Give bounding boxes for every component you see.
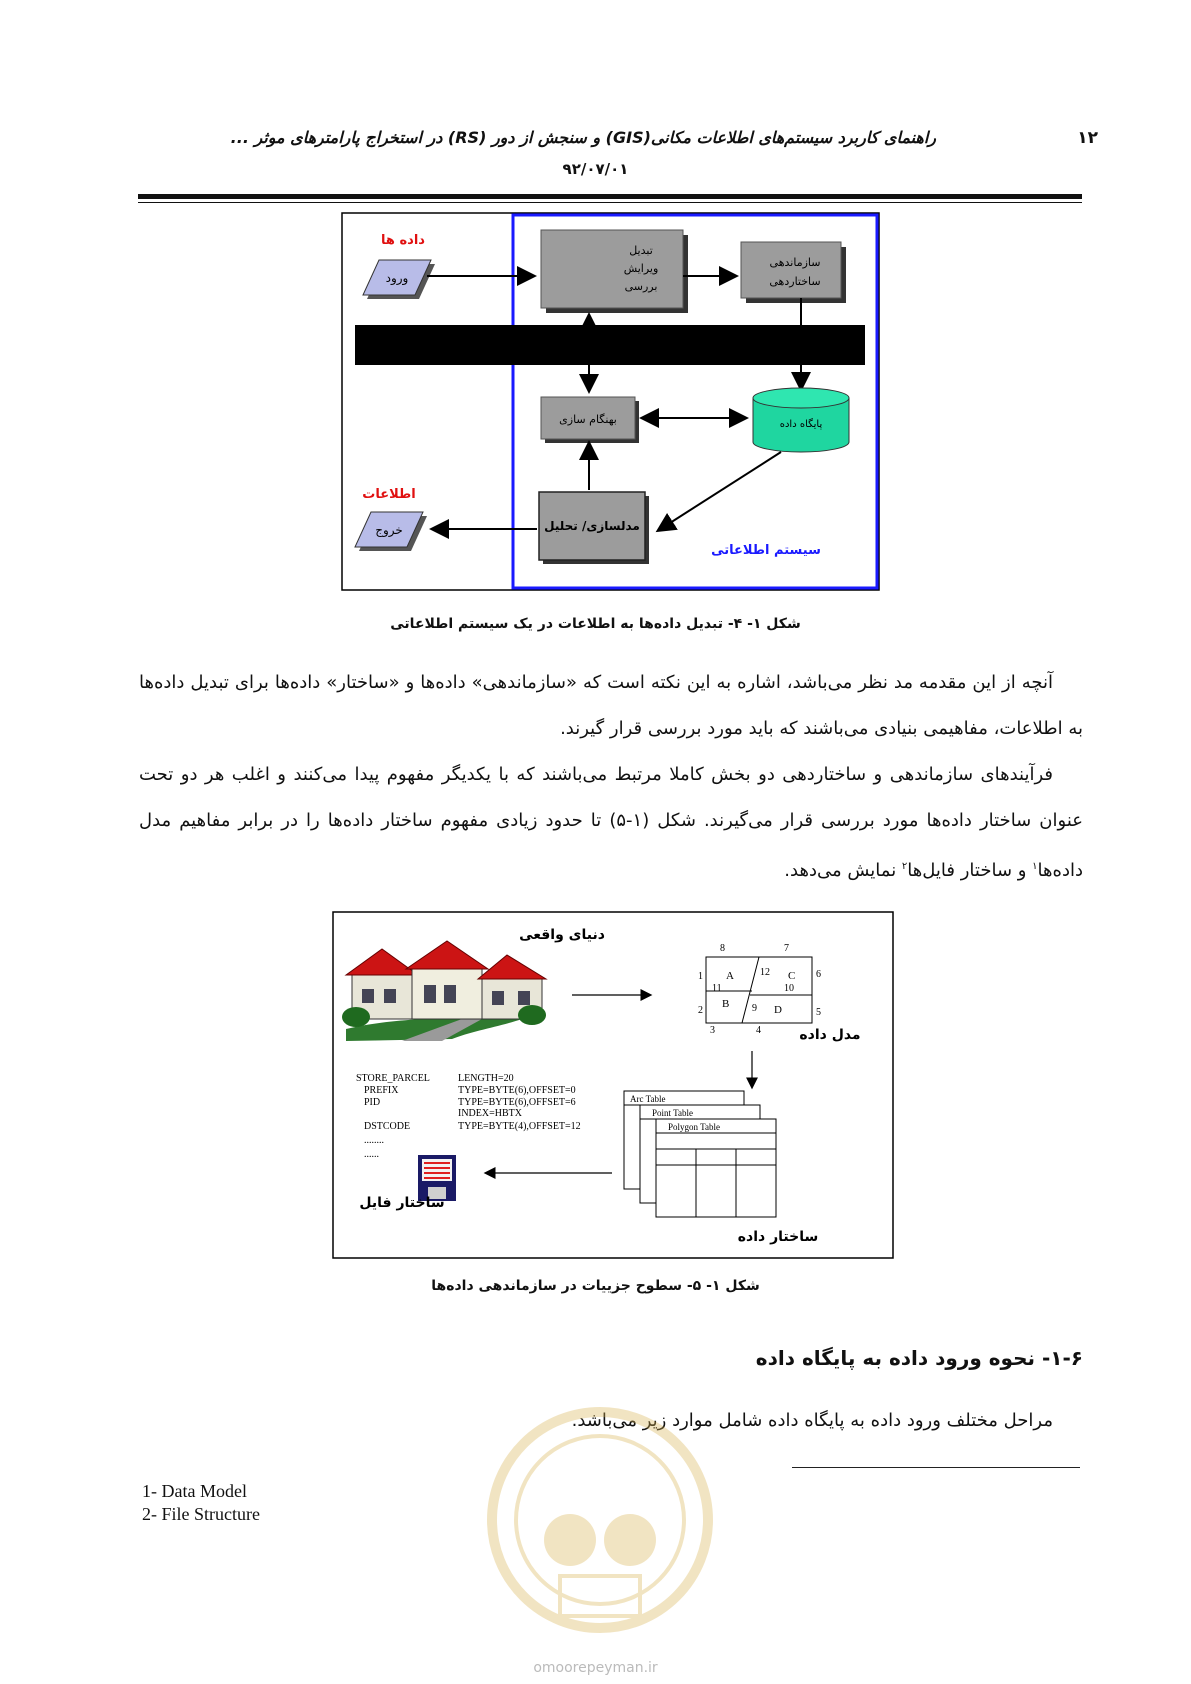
header-date: ۹۲/۰۷/۰۱	[562, 160, 629, 178]
footnote-rule	[792, 1467, 1080, 1468]
output-heading: اطلاعات	[362, 487, 416, 502]
watermark-seal	[480, 1380, 720, 1660]
black-band	[355, 325, 865, 365]
paragraph-2-part-a: فرآیندهای سازماندهی و ساختاردهی دو بخش کاملا مرتبط می‌باشند که با یکدیگر مفهوم پیدا می‌کنند و اغلب هر دو تحت عنوان ساختار داده‌ها مورد بررسی قرار می‌گیرند. شکل (۱-۵) تا حدود زیادی مفهوم ساختار داده‌ها را در برابر مفاهیم مدل داده‌ها	[139, 764, 1083, 881]
code-name-6: ......	[364, 1149, 379, 1160]
grid-letter-d: D	[774, 1004, 782, 1016]
figure-data-to-information	[341, 212, 880, 591]
grid-letter-c: C	[788, 970, 796, 982]
footnote-1: 1- Data Model	[142, 1481, 247, 1501]
code-name-0: STORE_PARCEL	[356, 1073, 430, 1084]
figure2-caption: شکل ۱- ۵- سطوح جزییات در سازماندهی داده‌ها	[431, 1278, 760, 1294]
real-world-label: دنیای واقعی	[519, 927, 605, 943]
data-model-label: مدل داده	[799, 1027, 861, 1043]
code-val-4: TYPE=BYTE(4),OFFSET=12	[458, 1121, 581, 1132]
figure1-caption: شکل ۱- ۴- تبدیل داده‌ها به اطلاعات در یک سیستم اطلاعاتی	[390, 616, 801, 632]
body-paragraphs	[139, 660, 1083, 894]
input-heading: داده ها	[381, 233, 425, 248]
grid-num-12: 12	[760, 967, 770, 978]
code-name-4: DSTCODE	[364, 1121, 411, 1132]
grid-num-7: 7	[784, 943, 789, 954]
paragraph-2-part-c: نمایش می‌دهد.	[784, 860, 902, 881]
organize-box	[741, 242, 841, 298]
grid-num-6: 6	[816, 969, 821, 980]
organize-line-1: سازماندهی	[769, 256, 821, 269]
header-rule-thin	[138, 202, 1082, 203]
code-name-1: PREFIX	[364, 1085, 399, 1096]
section-heading: ۱-۶- نحوه ورود داده به پایگاه داده	[755, 1346, 1083, 1370]
paragraph-1: آنچه از این مقدمه مد نظر می‌باشد، اشاره به این نکته است که «سازماندهی» داده‌ها و «ساختار» داده‌ها برای تبدیل داده‌ها به اطلاعات، مفاهیمی بنیادی می‌باشند که باید مورد بررسی قرار گیرند.	[139, 672, 1083, 739]
grid-num-8: 8	[720, 943, 725, 954]
code-val-3: INDEX=HBTX	[458, 1108, 522, 1119]
database-label: پایگاه داده	[779, 419, 823, 430]
grid-num-10: 10	[784, 983, 794, 994]
footnotes	[142, 1480, 260, 1526]
section-text: مراحل مختلف ورود داده به پایگاه داده شامل موارد زیر می‌باشد.	[571, 1410, 1053, 1431]
grid-num-9: 9	[752, 1003, 757, 1014]
code-val-1: TYPE=BYTE(6),OFFSET=0	[458, 1085, 576, 1096]
convert-line-3: بررسی	[624, 280, 658, 293]
integrate-label: بهنگام سازی	[559, 413, 617, 426]
paragraph-2-part-b: و ساختار فایل‌ها	[907, 860, 1033, 881]
data-structure-tables	[624, 1091, 776, 1217]
code-val-0: LENGTH=20	[458, 1073, 514, 1084]
figure-detail-levels	[332, 911, 894, 1259]
footnote-ref-2: ۲	[901, 861, 908, 872]
convert-line-1: تبدیل	[629, 244, 653, 257]
paragraph-2	[139, 752, 1083, 894]
point-table-label: Point Table	[652, 1108, 693, 1118]
grid-letter-a: A	[726, 970, 734, 982]
arc-table-label: Arc Table	[630, 1094, 666, 1104]
polygon-table-label: Polygon Table	[668, 1122, 720, 1132]
modeling-label: مدلسازی/ تحلیل	[544, 519, 640, 533]
code-val-2: TYPE=BYTE(6),OFFSET=6	[458, 1097, 576, 1108]
footnote-2: 2- File Structure	[142, 1504, 260, 1524]
code-name-5: ........	[364, 1135, 384, 1146]
code-name-2: PID	[364, 1097, 381, 1108]
organize-line-2: ساختاردهی	[769, 275, 821, 288]
data-structure-label: ساختار داده	[737, 1229, 819, 1245]
convert-line-2: ویرایش	[623, 262, 659, 275]
watermark-text: omoorepeyman.ir	[533, 1660, 658, 1676]
grid-num-5: 5	[816, 1007, 821, 1018]
grid-letter-b: B	[722, 998, 730, 1010]
footnote-ref-1: ۱	[1032, 861, 1038, 872]
system-label: سیستم اطلاعاتی	[711, 543, 821, 558]
header-rule	[138, 194, 1082, 199]
page-number: ۱۲	[1077, 128, 1098, 148]
grid-num-2: 2	[698, 1005, 703, 1016]
grid-num-11: 11	[712, 983, 722, 994]
convert-box	[541, 230, 683, 308]
running-header-title: راهنمای کاربرد سیستم‌های اطلاعات مکانی(GIS) و سنجش از دور (RS) در استخراج پارامترهای موثر ...	[230, 128, 936, 147]
grid-num-3: 3	[710, 1025, 715, 1036]
grid-num-1: 1	[698, 971, 703, 982]
input-label: ورود	[385, 271, 409, 285]
grid-num-4: 4	[756, 1025, 761, 1036]
output-label: خروج	[375, 523, 403, 537]
file-structure-label: ساختار فایل	[359, 1195, 445, 1211]
